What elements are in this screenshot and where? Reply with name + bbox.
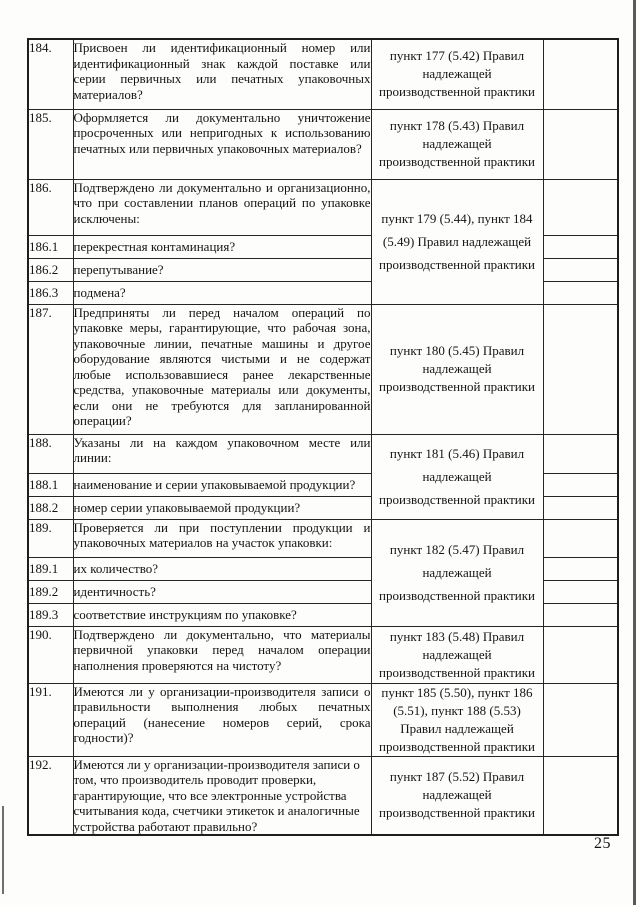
- row-number-cell: 186.: [28, 179, 73, 235]
- row-number-cell: 191.: [28, 683, 73, 756]
- answer-cell: [543, 519, 618, 557]
- table-row: [28, 519, 618, 557]
- answer-cell: [543, 603, 618, 626]
- page-number: 25: [594, 835, 611, 852]
- table-row: [28, 683, 618, 756]
- question-cell: Имеются ли у организации-производителя записи о том, что производитель проводит проверки, гарантирующие, что все электронные устройства считывания кода, счетчики этикеток и аналогичные устройства работают правильно?: [73, 756, 371, 835]
- answer-cell: [543, 235, 618, 258]
- table-row: [28, 756, 618, 835]
- question-cell: их количество?: [73, 557, 371, 580]
- answer-cell: [543, 756, 618, 835]
- regulation-reference-cell: пункт 183 (5.48) Правил надлежащей производственной практики: [371, 626, 543, 683]
- row-number-cell: 189.1: [28, 557, 73, 580]
- question-cell: соответствие инструкциям по упаковке?: [73, 603, 371, 626]
- answer-cell: [543, 473, 618, 496]
- answer-cell: [543, 258, 618, 281]
- question-cell: Имеются ли у организации-производителя записи о правильности выполнения любых печатных операций (нанесение номеров серий, срока годности)?: [73, 683, 371, 756]
- row-number-cell: 188.1: [28, 473, 73, 496]
- answer-cell: [543, 557, 618, 580]
- question-cell: идентичность?: [73, 580, 371, 603]
- answer-cell: [543, 179, 618, 235]
- row-number-cell: 189.: [28, 519, 73, 557]
- answer-cell: [543, 304, 618, 434]
- question-cell: Оформляется ли документально уничтожение просроченных или непригодных к использованию печатных или первичных упаковочных материалов?: [73, 109, 371, 179]
- row-number-cell: 186.1: [28, 235, 73, 258]
- answer-cell: [543, 626, 618, 683]
- row-number-cell: 187.: [28, 304, 73, 434]
- row-number-cell: 188.: [28, 434, 73, 473]
- row-number-cell: 190.: [28, 626, 73, 683]
- regulation-reference-cell: пункт 177 (5.42) Правил надлежащей производственной практики: [371, 39, 543, 109]
- table-row: [28, 626, 618, 683]
- row-number-cell: 189.3: [28, 603, 73, 626]
- question-cell: Подтверждено ли документально и организационно, что при составлении планов операций по упаковке исключены:: [73, 179, 371, 235]
- table-row: [28, 434, 618, 473]
- regulation-reference-cell: пункт 182 (5.47) Правил надлежащей производственной практики: [371, 519, 543, 626]
- question-cell: подмена?: [73, 281, 371, 304]
- row-number-cell: 186.2: [28, 258, 73, 281]
- answer-cell: [543, 683, 618, 756]
- question-cell: Подтверждено ли документально, что материалы первичной упаковки перед началом операции наполнения проверяются на чистоту?: [73, 626, 371, 683]
- answer-cell: [543, 39, 618, 109]
- answer-cell: [543, 281, 618, 304]
- table-row: [28, 179, 618, 235]
- question-cell: номер серии упаковываемой продукции?: [73, 496, 371, 519]
- question-cell: наименование и серии упаковываемой продукции?: [73, 473, 371, 496]
- scan-artifact-right-edge: [633, 0, 636, 905]
- table-row: [28, 109, 618, 179]
- regulation-reference-cell: пункт 178 (5.43) Правил надлежащей производственной практики: [371, 109, 543, 179]
- regulation-reference-cell: пункт 180 (5.45) Правил надлежащей производственной практики: [371, 304, 543, 434]
- question-cell: Предприняты ли перед началом операций по упаковке меры, гарантирующие, что рабочая зона, упаковочные линии, печатные машины и другое оборудование являются чистыми и не содержат любые использовавшиеся ранее лекарственные средства, упаковочные материалы или документы, если они не требуются для запланированной операции?: [73, 304, 371, 434]
- question-cell: Указаны ли на каждом упаковочном месте или линии:: [73, 434, 371, 473]
- row-number-cell: 185.: [28, 109, 73, 179]
- question-cell: перекрестная контаминация?: [73, 235, 371, 258]
- regulation-reference-cell: пункт 187 (5.52) Правил надлежащей производственной практики: [371, 756, 543, 835]
- checklist-table-body: [28, 39, 618, 835]
- gmp-checklist-table: [27, 38, 619, 836]
- row-number-cell: 188.2: [28, 496, 73, 519]
- question-cell: Проверяется ли при поступлении продукции и упаковочных материалов на участок упаковки:: [73, 519, 371, 557]
- question-cell: перепутывание?: [73, 258, 371, 281]
- regulation-reference-cell: пункт 185 (5.50), пункт 186 (5.51), пункт 188 (5.53) Правил надлежащей производственной практики: [371, 683, 543, 756]
- row-number-cell: 192.: [28, 756, 73, 835]
- table-row: [28, 39, 618, 109]
- answer-cell: [543, 496, 618, 519]
- row-number-cell: 186.3: [28, 281, 73, 304]
- row-number-cell: 184.: [28, 39, 73, 109]
- scan-artifact-left-edge: [2, 806, 4, 894]
- answer-cell: [543, 109, 618, 179]
- row-number-cell: 189.2: [28, 580, 73, 603]
- table-row: [28, 304, 618, 434]
- answer-cell: [543, 434, 618, 473]
- regulation-reference-cell: пункт 181 (5.46) Правил надлежащей производственной практики: [371, 434, 543, 519]
- question-cell: Присвоен ли идентификационный номер или идентификационный знак каждой поставке или серии первичных или печатных упаковочных материалов?: [73, 39, 371, 109]
- answer-cell: [543, 580, 618, 603]
- regulation-reference-cell: пункт 179 (5.44), пункт 184 (5.49) Правил надлежащей производственной практики: [371, 179, 543, 304]
